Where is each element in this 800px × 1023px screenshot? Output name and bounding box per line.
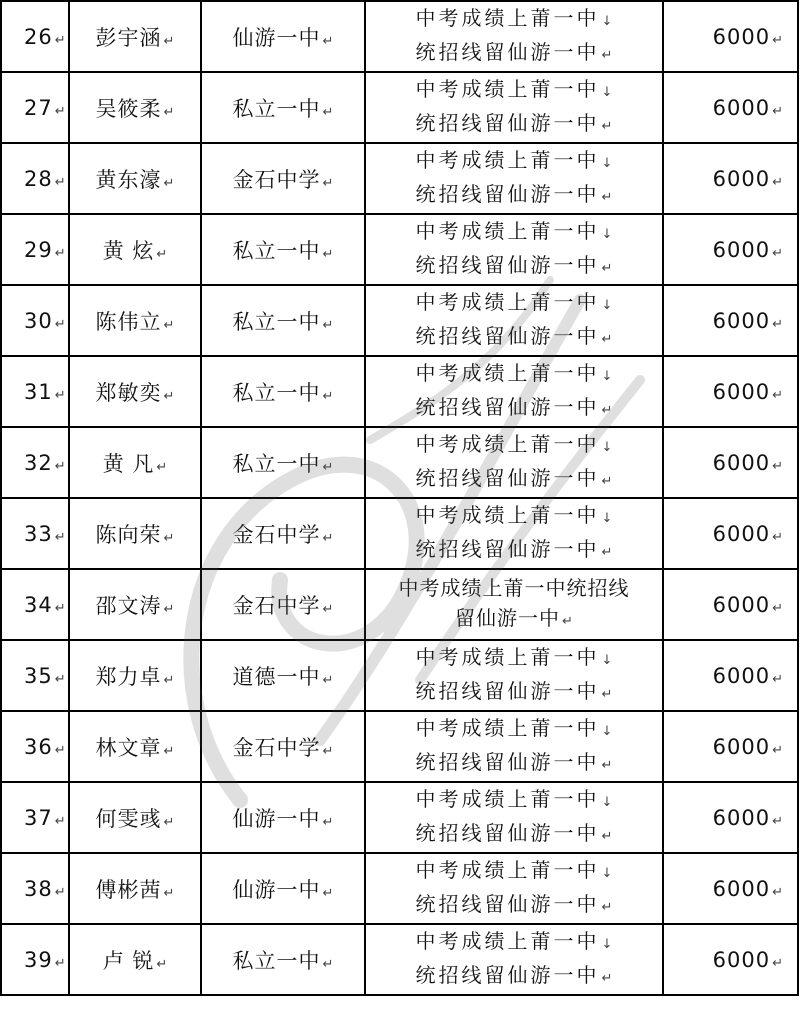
amount-cell: 6000 ↵ xyxy=(663,214,798,285)
amount-cell: 6000 ↵ xyxy=(663,569,798,640)
line-break-mark: ↓ xyxy=(601,794,613,810)
student-name-cell: 郑力卓 ↵ xyxy=(69,640,201,711)
table-row xyxy=(1,569,798,640)
student-name-cell: 黄东濠 ↵ xyxy=(69,143,201,214)
paragraph-mark: ↵ xyxy=(156,956,168,972)
line-break-mark: ↓ xyxy=(601,297,613,313)
paragraph-mark: ↵ xyxy=(322,530,334,546)
row-number-cell: 31 ↵ xyxy=(1,356,69,427)
school-cell: 私立一中 ↵ xyxy=(201,356,365,427)
note-line-2: 统招线留仙游一中 ↵ xyxy=(415,323,613,348)
note-line-2: 统招线留仙游一中 ↵ xyxy=(415,891,613,916)
paragraph-mark: ↵ xyxy=(772,529,783,545)
row-number-cell: 28 ↵ xyxy=(1,143,69,214)
row-number-cell: 39 ↵ xyxy=(1,924,69,995)
paragraph-mark: ↵ xyxy=(322,672,334,688)
note-line-2: 统招线留仙游一中 ↵ xyxy=(415,962,613,987)
note-cell xyxy=(365,214,663,285)
table-row xyxy=(1,143,798,214)
note-line-1: 中考成绩上莆一中 ↓ xyxy=(415,928,613,953)
line-break-mark: ↓ xyxy=(601,368,613,384)
paragraph-mark: ↵ xyxy=(54,316,66,332)
note-line-2: 统招线留仙游一中 ↵ xyxy=(415,536,613,561)
paragraph-mark: ↵ xyxy=(54,103,66,119)
paragraph-mark: ↵ xyxy=(772,32,783,48)
line-break-mark: ↓ xyxy=(601,652,613,668)
paragraph-mark: ↵ xyxy=(601,331,613,347)
table-row xyxy=(1,427,798,498)
paragraph-mark: ↵ xyxy=(163,317,175,333)
paragraph-mark: ↵ xyxy=(601,260,613,276)
note-line-1: 中考成绩上莆一中 ↓ xyxy=(415,76,613,101)
amount-cell: 6000 ↵ xyxy=(663,285,798,356)
table-row xyxy=(1,711,798,782)
table-row xyxy=(1,285,798,356)
paragraph-mark: ↵ xyxy=(772,316,783,332)
paragraph-mark: ↵ xyxy=(772,245,783,261)
note-cell xyxy=(365,1,663,72)
paragraph-mark: ↵ xyxy=(322,743,334,759)
paragraph-mark: ↵ xyxy=(54,884,66,900)
line-break-mark: ↓ xyxy=(601,84,613,100)
note-line-2: 统招线留仙游一中 ↵ xyxy=(415,465,613,490)
school-cell: 金石中学 ↵ xyxy=(201,143,365,214)
table-row xyxy=(1,782,798,853)
note-line-1: 中考成绩上莆一中 ↓ xyxy=(415,715,613,740)
paragraph-mark: ↵ xyxy=(163,530,175,546)
paragraph-mark: ↵ xyxy=(601,544,613,560)
school-cell: 金石中学 ↵ xyxy=(201,498,365,569)
note-line-1: 中考成绩上莆一中 ↓ xyxy=(415,360,613,385)
paragraph-mark: ↵ xyxy=(322,885,334,901)
paragraph-mark: ↵ xyxy=(322,601,334,617)
table-row xyxy=(1,640,798,711)
paragraph-mark: ↵ xyxy=(163,175,175,191)
paragraph-mark: ↵ xyxy=(601,189,613,205)
paragraph-mark: ↵ xyxy=(54,32,66,48)
paragraph-mark: ↵ xyxy=(322,956,334,972)
school-cell: 私立一中 ↵ xyxy=(201,214,365,285)
paragraph-mark: ↵ xyxy=(322,814,334,830)
note-cell xyxy=(365,72,663,143)
paragraph-mark: ↵ xyxy=(601,757,613,773)
paragraph-mark: ↵ xyxy=(54,529,66,545)
paragraph-mark: ↵ xyxy=(54,955,66,971)
note-cell xyxy=(365,143,663,214)
school-cell: 金石中学 ↵ xyxy=(201,569,365,640)
amount-cell: 6000 ↵ xyxy=(663,143,798,214)
paragraph-mark: ↵ xyxy=(156,246,168,262)
paragraph-mark: ↵ xyxy=(772,742,783,758)
table-row xyxy=(1,853,798,924)
row-number-cell: 32 ↵ xyxy=(1,427,69,498)
amount-cell: 6000 ↵ xyxy=(663,853,798,924)
note-line-2: 统招线留仙游一中 ↵ xyxy=(415,678,613,703)
note-line-2: 统招线留仙游一中 ↵ xyxy=(415,110,613,135)
paragraph-mark: ↵ xyxy=(163,33,175,49)
line-break-mark: ↓ xyxy=(601,723,613,739)
paragraph-mark: ↵ xyxy=(601,686,613,702)
row-number-cell: 34 ↵ xyxy=(1,569,69,640)
line-break-mark: ↓ xyxy=(601,510,613,526)
student-name-cell: 吴筱柔 ↵ xyxy=(69,72,201,143)
note-line-2: 统招线留仙游一中 ↵ xyxy=(415,394,613,419)
amount-cell: 6000 ↵ xyxy=(663,72,798,143)
amount-cell: 6000 ↵ xyxy=(663,427,798,498)
paragraph-mark: ↵ xyxy=(54,245,66,261)
amount-cell: 6000 ↵ xyxy=(663,711,798,782)
note-line-2: 统招线留仙游一中 ↵ xyxy=(415,39,613,64)
row-number-cell: 38 ↵ xyxy=(1,853,69,924)
paragraph-mark: ↵ xyxy=(772,884,783,900)
school-cell: 私立一中 ↵ xyxy=(201,924,365,995)
student-name-cell: 陈向荣 ↵ xyxy=(69,498,201,569)
school-cell: 道德一中 ↵ xyxy=(201,640,365,711)
note-line-1: 中考成绩上莆一中 ↓ xyxy=(415,502,613,527)
note-line-2: 留仙游一中 ↵ xyxy=(455,605,573,630)
table-row xyxy=(1,72,798,143)
paragraph-mark: ↵ xyxy=(601,473,613,489)
paragraph-mark: ↵ xyxy=(601,899,613,915)
amount-cell: 6000 ↵ xyxy=(663,498,798,569)
line-break-mark: ↓ xyxy=(601,13,613,29)
row-number-cell: 26 ↵ xyxy=(1,1,69,72)
amount-cell: 6000 ↵ xyxy=(663,640,798,711)
amount-cell: 6000 ↵ xyxy=(663,924,798,995)
paragraph-mark: ↵ xyxy=(772,671,783,687)
paragraph-mark: ↵ xyxy=(601,47,613,63)
row-number-cell: 36 ↵ xyxy=(1,711,69,782)
amount-cell: 6000 ↵ xyxy=(663,1,798,72)
note-line-1: 中考成绩上莆一中 ↓ xyxy=(415,289,613,314)
paragraph-mark: ↵ xyxy=(601,828,613,844)
school-cell: 私立一中 ↵ xyxy=(201,427,365,498)
student-name-cell: 黄 凡 ↵ xyxy=(69,427,201,498)
row-number-cell: 27 ↵ xyxy=(1,72,69,143)
note-cell xyxy=(365,498,663,569)
paragraph-mark: ↵ xyxy=(322,175,334,191)
note-line-2: 统招线留仙游一中 ↵ xyxy=(415,252,613,277)
note-cell xyxy=(365,356,663,427)
school-cell: 仙游一中 ↵ xyxy=(201,782,365,853)
note-line-2: 统招线留仙游一中 ↵ xyxy=(415,181,613,206)
paragraph-mark: ↵ xyxy=(163,743,175,759)
note-line-1: 中考成绩上莆一中统招线 xyxy=(398,575,630,600)
paragraph-mark: ↵ xyxy=(54,600,66,616)
note-line-2: 统招线留仙游一中 ↵ xyxy=(415,749,613,774)
student-name-cell: 邵文涛 ↵ xyxy=(69,569,201,640)
paragraph-mark: ↵ xyxy=(163,388,175,404)
row-number-cell: 35 ↵ xyxy=(1,640,69,711)
paragraph-mark: ↵ xyxy=(163,885,175,901)
note-line-1: 中考成绩上莆一中 ↓ xyxy=(415,147,613,172)
paragraph-mark: ↵ xyxy=(54,387,66,403)
row-number-cell: 37 ↵ xyxy=(1,782,69,853)
table-row xyxy=(1,924,798,995)
student-name-cell: 陈伟立 ↵ xyxy=(69,285,201,356)
note-line-1: 中考成绩上莆一中 ↓ xyxy=(415,218,613,243)
school-cell: 私立一中 ↵ xyxy=(201,72,365,143)
note-line-1: 中考成绩上莆一中 ↓ xyxy=(415,786,613,811)
note-cell xyxy=(365,285,663,356)
paragraph-mark: ↵ xyxy=(772,458,783,474)
note-cell xyxy=(365,640,663,711)
paragraph-mark: ↵ xyxy=(54,458,66,474)
paragraph-mark: ↵ xyxy=(156,459,168,475)
school-cell: 仙游一中 ↵ xyxy=(201,853,365,924)
paragraph-mark: ↵ xyxy=(54,813,66,829)
note-line-1: 中考成绩上莆一中 ↓ xyxy=(415,431,613,456)
paragraph-mark: ↵ xyxy=(322,246,334,262)
note-cell xyxy=(365,711,663,782)
table-row xyxy=(1,498,798,569)
paragraph-mark: ↵ xyxy=(322,388,334,404)
paragraph-mark: ↵ xyxy=(772,174,783,190)
line-break-mark: ↓ xyxy=(601,226,613,242)
paragraph-mark: ↵ xyxy=(322,104,334,120)
paragraph-mark: ↵ xyxy=(163,601,175,617)
paragraph-mark: ↵ xyxy=(322,317,334,333)
paragraph-mark: ↵ xyxy=(601,970,613,986)
school-cell: 仙游一中 ↵ xyxy=(201,1,365,72)
row-number-cell: 30 ↵ xyxy=(1,285,69,356)
paragraph-mark: ↵ xyxy=(54,671,66,687)
note-cell xyxy=(365,924,663,995)
line-break-mark: ↓ xyxy=(601,439,613,455)
student-name-cell: 黄 炫 ↵ xyxy=(69,214,201,285)
student-name-cell: 何雯彧 ↵ xyxy=(69,782,201,853)
note-cell xyxy=(365,782,663,853)
note-line-1: 中考成绩上莆一中 ↓ xyxy=(415,857,613,882)
note-cell xyxy=(365,853,663,924)
student-name-cell: 傅彬茜 ↵ xyxy=(69,853,201,924)
note-line-1: 中考成绩上莆一中 ↓ xyxy=(415,644,613,669)
paragraph-mark: ↵ xyxy=(562,613,573,629)
paragraph-mark: ↵ xyxy=(772,600,783,616)
school-cell: 私立一中 ↵ xyxy=(201,285,365,356)
row-number-cell: 29 ↵ xyxy=(1,214,69,285)
paragraph-mark: ↵ xyxy=(772,813,783,829)
amount-cell: 6000 ↵ xyxy=(663,782,798,853)
paragraph-mark: ↵ xyxy=(772,103,783,119)
note-line-2: 统招线留仙游一中 ↵ xyxy=(415,820,613,845)
paragraph-mark: ↵ xyxy=(601,118,613,134)
paragraph-mark: ↵ xyxy=(163,814,175,830)
table-row xyxy=(1,214,798,285)
paragraph-mark: ↵ xyxy=(601,402,613,418)
note-cell xyxy=(365,427,663,498)
line-break-mark: ↓ xyxy=(601,936,613,952)
paragraph-mark: ↵ xyxy=(772,387,783,403)
table-row xyxy=(1,356,798,427)
award-table-body xyxy=(1,1,798,995)
paragraph-mark: ↵ xyxy=(322,33,334,49)
paragraph-mark: ↵ xyxy=(772,955,783,971)
note-cell xyxy=(365,569,663,640)
paragraph-mark: ↵ xyxy=(322,459,334,475)
paragraph-mark: ↵ xyxy=(163,672,175,688)
student-name-cell: 林文章 ↵ xyxy=(69,711,201,782)
paragraph-mark: ↵ xyxy=(54,174,66,190)
line-break-mark: ↓ xyxy=(601,155,613,171)
student-name-cell: 郑敏奕 ↵ xyxy=(69,356,201,427)
table-row xyxy=(1,1,798,72)
line-break-mark: ↓ xyxy=(601,865,613,881)
paragraph-mark: ↵ xyxy=(54,742,66,758)
note-line-1: 中考成绩上莆一中 ↓ xyxy=(415,5,613,30)
amount-cell: 6000 ↵ xyxy=(663,356,798,427)
student-name-cell: 卢 锐 ↵ xyxy=(69,924,201,995)
school-cell: 金石中学 ↵ xyxy=(201,711,365,782)
student-name-cell: 彭宇涵 ↵ xyxy=(69,1,201,72)
row-number-cell: 33 ↵ xyxy=(1,498,69,569)
paragraph-mark: ↵ xyxy=(163,104,175,120)
